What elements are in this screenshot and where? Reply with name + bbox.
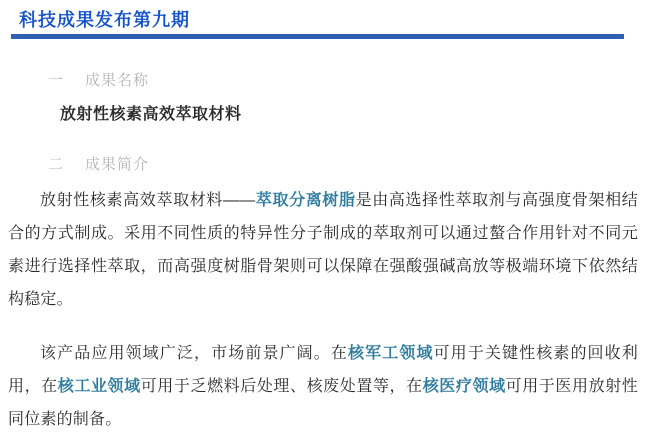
section-1-number: 一 bbox=[48, 72, 65, 89]
highlight-term: 核医疗领域 bbox=[422, 378, 506, 395]
text-run: 该产品应用领域广泛，市场前景广阔。在 bbox=[40, 345, 348, 362]
text-run: 放射性核素高效萃取材料—— bbox=[40, 192, 256, 209]
text-run: 可用于医用放射性同位素的制备。 bbox=[8, 378, 638, 428]
text-run: 可用于关键性核素的回收利用，在 bbox=[8, 345, 638, 395]
intro-paragraph-1 bbox=[8, 184, 638, 316]
section-2-title: 成果简介 bbox=[85, 156, 150, 173]
title-underline-rule bbox=[11, 34, 624, 39]
highlight-term: 萃取分离树脂 bbox=[255, 192, 356, 209]
text-run: 是由高选择性萃取剂与高强度骨架相结合的方式制成。采用不同性质的特异性分子制成的萃取剂可以通过螯合作用针对不同元素进行选择性萃取，而高强度树脂骨架则可以保障在强酸强碱高放等极端环境下依然结构稳定。 bbox=[8, 192, 638, 308]
highlight-term: 核军工领域 bbox=[348, 345, 434, 362]
product-name: 放射性核素高效萃取材料 bbox=[60, 106, 242, 123]
text-run: 可用于乏燃料后处理、核废处置等，在 bbox=[140, 378, 423, 395]
intro-paragraph-2 bbox=[8, 337, 638, 436]
page-title: 科技成果发布第九期 bbox=[19, 10, 190, 30]
highlight-term: 核工业领域 bbox=[57, 378, 141, 395]
section-2-heading bbox=[48, 156, 638, 173]
section-1-title: 成果名称 bbox=[85, 72, 150, 89]
section-1-heading bbox=[48, 72, 638, 89]
section-2-number: 二 bbox=[48, 156, 65, 173]
